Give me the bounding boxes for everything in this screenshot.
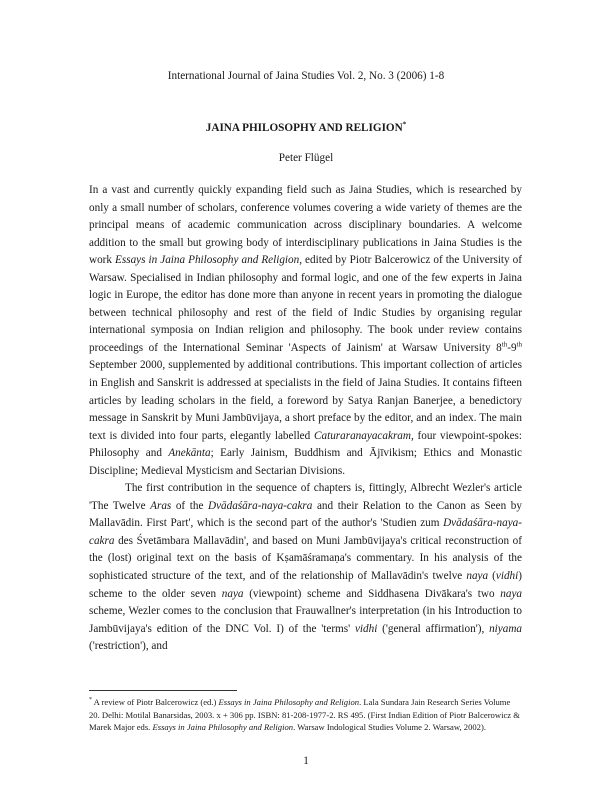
book-title: Essays in Jaina Philosophy and Religion [218, 697, 360, 707]
text-run: ( [488, 570, 496, 583]
text-run: September 2000, supplemented by additional contributions. This important collection of articles in English and Sanskrit is addressed at specialists in the field of Jaina Studies. It contains fifteen articles by leading scholars in the field, a foreword by Satya Ranjan Banerjee, a benedictory message in Sanskrit by Muni Jambūvijaya, a short preface by the editor, and an index. The main text is divided into four parts, elegantly labelled [89, 359, 522, 442]
author-name: Peter Flügel [278, 152, 334, 164]
paragraph-wezler [89, 480, 522, 655]
footnote-marker: * [89, 697, 92, 704]
body-text [89, 182, 522, 656]
paragraph-intro [89, 182, 522, 480]
italic-term: Dvādaśāra-naya-cakra [89, 517, 522, 547]
article-title [0, 122, 612, 134]
text-run: scheme, Wezler comes to the conclusion that Frauwallner's interpretation (in his Introduction to Jambūvijaya's edition of the DNC Vol. I) of the 'terms' [89, 605, 522, 635]
footnote-divider [89, 690, 237, 691]
text-run: (viewpoint) scheme and Siddhasena Divākara's two [243, 587, 501, 600]
superscript: th [516, 340, 522, 349]
text-run: ('restriction'), and [89, 640, 168, 653]
text-run: ('general affirmation'), [377, 622, 490, 635]
text-run: , edited by Piotr Balcerowicz of the University of Warsaw. Specialised in Indian philosophy and formal logic, and one of the few experts in Jaina logic in Europe, the editor has done more than anyone in recent years in promoting the dialogue between technical philosophy and rest of the field of Indic Studies by organising regular international symposia on Indian religion and philosophy. The book under review contains proceedings of the International Seminar 'Aspects of Jainism' at Warsaw University 8 [89, 254, 522, 354]
italic-term: naya [221, 587, 244, 600]
italic-term: vidhi [354, 622, 378, 635]
text-run: ; Early Jainism, Buddhism and Ājīvikism; Ethics and Monastic Discipline; Medieval Mysticism and Sectarian Divisions. [89, 447, 522, 477]
article-title-text: JAINA PHILOSOPHY AND RELIGION [205, 122, 403, 134]
text-run: des Śvetāmbara Mallavādin', and based on Muni Jambūvijaya's critical reconstruction of the (lost) original text on the basis of Kṣamāśramaṇa's commentary. In his analysis of the sophisticated structure of the text, and of the relationship of Mallavādin's twelve [89, 534, 522, 583]
italic-term: Aras [150, 499, 172, 512]
footnote-reference-marker: * [402, 120, 407, 129]
text-run: and their Relation to the Canon as Seen by Mallavādin. First Part', which is the second part of the author's 'Studien zum [89, 499, 522, 530]
text-run: of the [171, 499, 208, 512]
text-run: The first contribution in the sequence of chapters is, fittingly, Albrecht Wezler's article 'The Twelve [89, 482, 522, 512]
text-run: , four viewpoint-spokes: Philosophy and [89, 429, 523, 460]
text-run: . Lala Sundara Jain Research Series Volume 20. Delhi: Motilal Banarsidas, 2003. x + 306 pp. ISBN: 81-208-1977-2. RS 495. (First Indian Edition of Piotr Balcerowicz & Marek Major eds. [89, 697, 520, 733]
text-run: In a vast and currently quickly expanding field such as Jaina Studies, which is researched by only a small number of scholars, conference volumes covering a wide variety of themes are the principal means of academic communication across disciplinary boundaries. A welcome addition to the small but growing body of interdisciplinary publications in Jaina Studies is the work [89, 184, 522, 267]
page-number: 1 [303, 755, 309, 767]
italic-term: Caturaranayacakram [314, 429, 411, 442]
italic-term: niyama [489, 622, 522, 635]
italic-term: Anekānta [168, 447, 211, 460]
footnote [89, 696, 522, 734]
italic-term: naya [500, 587, 523, 600]
italic-term: naya [466, 570, 489, 583]
text-run: ) scheme to the older seven [89, 570, 522, 600]
italic-term: vidhi [495, 570, 519, 583]
text-run: -9 [507, 341, 517, 354]
text-run: . Warsaw Indological Studies Volume 2. Warsaw, 2002). [293, 722, 486, 733]
text-run: A review of Piotr Balcerowicz (ed.) [92, 697, 219, 707]
italic-term: Dvādaśāra-naya-cakra [207, 499, 313, 512]
superscript: th [501, 340, 508, 349]
book-title: Essays in Jaina Philosophy and Religion [115, 254, 300, 267]
book-title: Essays in Jaina Philosophy and Religion [152, 722, 294, 733]
journal-header: International Journal of Jaina Studies Vol. 2, No. 3 (2006) 1-8 [167, 70, 445, 82]
